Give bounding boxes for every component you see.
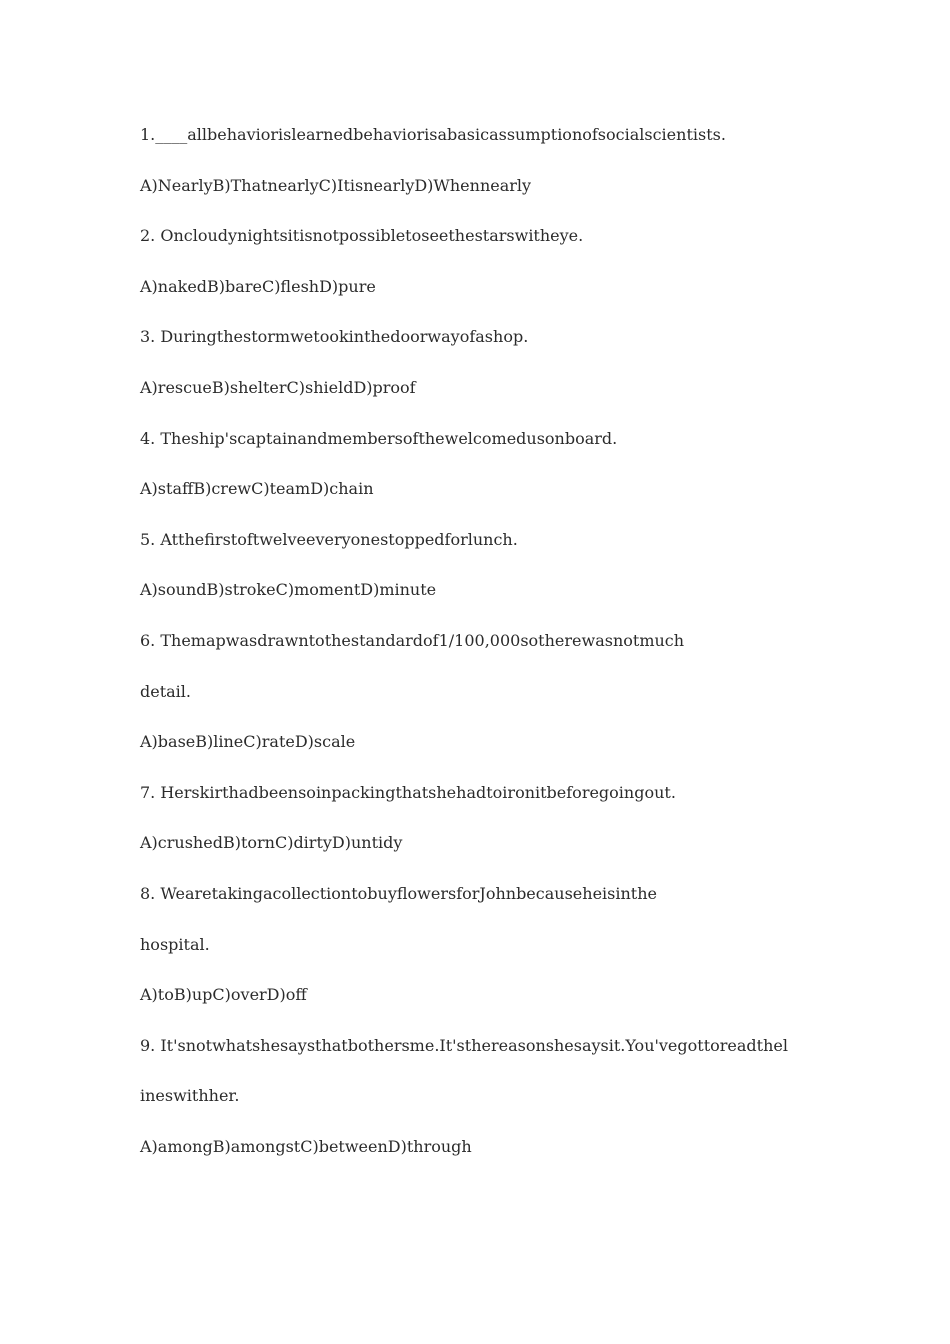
question-9-text-continued: ineswithher. bbox=[140, 1086, 240, 1106]
question-1-options: A)NearlyB)ThatnearlyC)ItisnearlyD)Whennearly bbox=[140, 175, 532, 195]
question-7-options: A)crushedB)tornC)dirtyD)untidy bbox=[140, 833, 403, 853]
question-9-options: A)amongB)amongstC)betweenD)through bbox=[140, 1136, 472, 1156]
question-4-text: 4. Theship'scaptainandmembersofthewelcomedusonboard. bbox=[140, 428, 618, 448]
question-5-options: A)soundB)strokeC)momentD)minute bbox=[140, 580, 437, 600]
question-6-text-continued: detail. bbox=[140, 681, 191, 701]
question-3-options: A)rescueB)shelterC)shieldD)proof bbox=[140, 377, 416, 397]
question-6-text: 6. Themapwasdrawntothestandardof1/100,000sotherewasnotmuch bbox=[140, 630, 685, 650]
question-9-text: 9. It'snotwhatshesaysthatbothersme.It'sthereasonshesaysit.You'vegottoreadthel bbox=[140, 1035, 788, 1055]
question-5-text: 5. Atthefirstoftwelveeveryonestoppedforlunch. bbox=[140, 529, 518, 549]
question-8-text: 8. WearetakingacollectiontobuyflowersforJohnbecauseheisinthe bbox=[140, 883, 657, 903]
question-8-text-continued: hospital. bbox=[140, 934, 210, 954]
document-body bbox=[140, 124, 820, 1186]
question-3-text: 3. Duringthestormwetookinthedoorwayofashop. bbox=[140, 327, 529, 347]
question-8-options: A)toB)upC)overD)off bbox=[140, 985, 307, 1005]
question-1-text: 1.____allbehaviorislearnedbehaviorisabasicassumptionofsocialscientists. bbox=[140, 125, 726, 144]
question-2-text: 2. Oncloudynightsitisnotpossibletoseethestarswitheye. bbox=[140, 226, 584, 246]
question-2-options: A)nakedB)bareC)fleshD)pure bbox=[140, 276, 376, 296]
question-7-text: 7. Herskirthadbeensoinpackingthatshehadtoironitbeforegoingout. bbox=[140, 782, 676, 802]
question-6-options: A)baseB)lineC)rateD)scale bbox=[140, 732, 356, 752]
question-4-options: A)staffB)crewC)teamD)chain bbox=[140, 479, 374, 499]
